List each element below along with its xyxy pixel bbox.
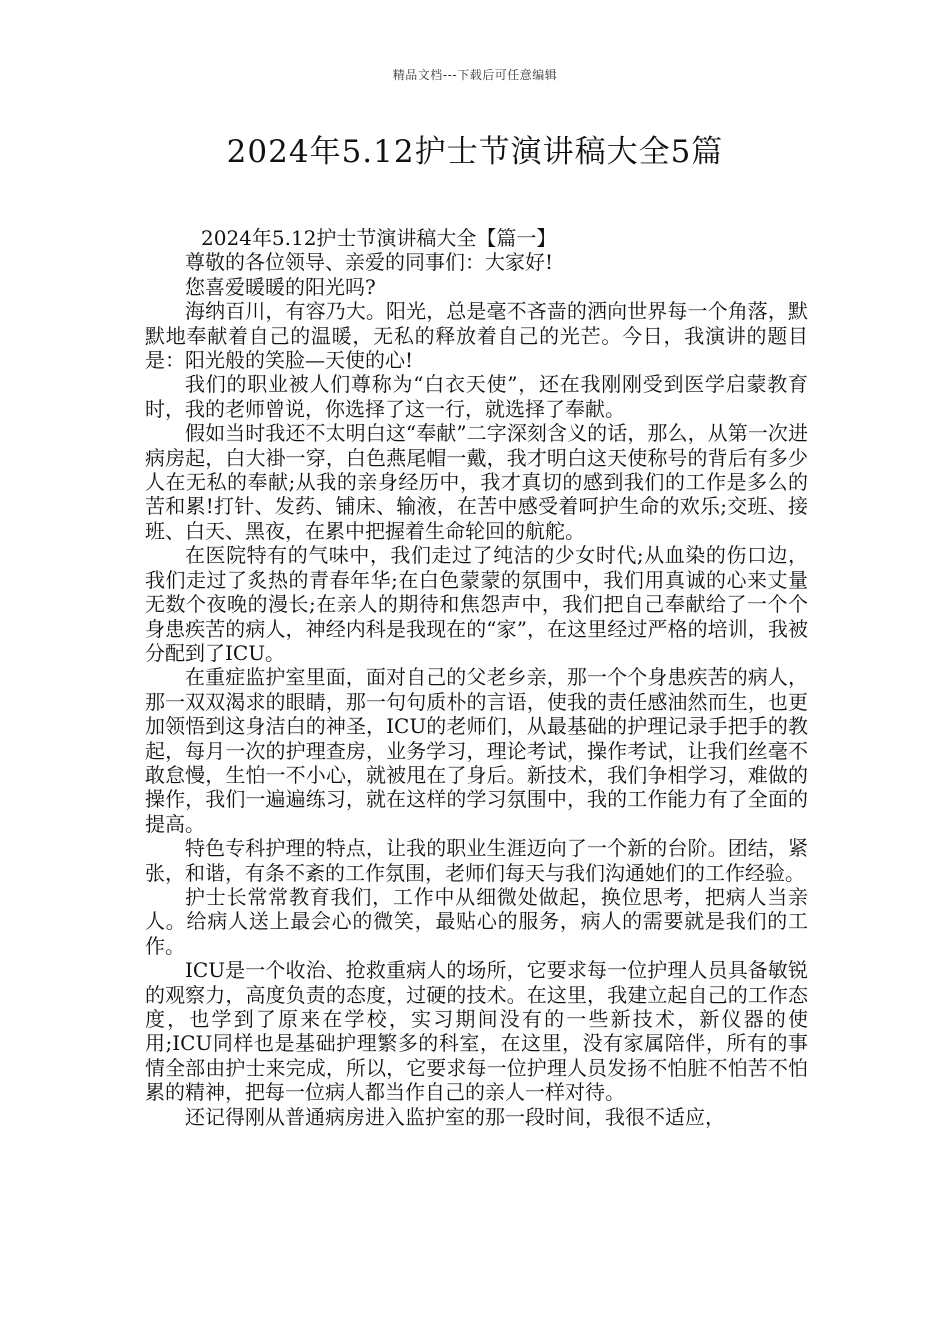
paragraph: 尊敬的各位领导、亲爱的同事们：大家好!	[185, 250, 554, 275]
paragraph: 还记得刚从普通病房进入监护室的那一段时间，我很不适应，	[185, 1104, 725, 1129]
paragraph: 我们的职业被人们尊称为“白衣天使”，还在我刚刚受到医学启蒙教育时，我的老师曾说，你选择了这一行，就选择了奉献。	[145, 372, 808, 421]
section-heading: 2024年5.12护士节演讲稿大全【篇一】	[201, 226, 557, 250]
paragraph: 在重症监护室里面，面对自己的父老乡亲，那一个个身患疾苦的病人，那一双双渴求的眼睛，那一句句质朴的言语，使我的责任感油然而生，也更加领悟到这身洁白的神圣，ICU的老师们，从最基础的护理记录手把手的教起，每月一次的护理查房，业务学习，理论考试，操作考试，让我们丝毫不敢怠慢，生怕一不小心，就被甩在了身后。新技术，我们争相学习，难做的操作，我们一遍遍练习，就在这样的学习氛围中，我的工作能力有了全面的提高。	[145, 665, 808, 836]
paragraph: 您喜爱暖暖的阳光吗?	[185, 274, 376, 299]
paragraph: 海纳百川，有容乃大。阳光，总是毫不吝啬的洒向世界每一个角落，默默地奉献着自己的温暖，无私的释放着自己的光芒。今日，我演讲的题目是：阳光般的笑脸—天使的心!	[145, 299, 808, 373]
paragraph: 假如当时我还不太明白这“奉献”二字深刻含义的话，那么，从第一次进病房起，白大褂一穿，白色燕尾帽一戴，我才明白这天使称号的背后有多少人在无私的奉献;从我的亲身经历中，我才真切的感到我们的工作是多么的苦和累!打针、发药、铺床、输液，在苦中感受着呵护生命的欢乐;交班、接班、白天、黑夜，在累中把握着生命轮回的航舵。	[145, 421, 808, 543]
paragraph: 特色专科护理的特点，让我的职业生涯迈向了一个新的台阶。团结，紧张，和谐，有条不紊的工作氛围，老师们每天与我们沟通她们的工作经验。	[145, 836, 808, 885]
paragraph: ICU是一个收治、抢救重病人的场所，它要求每一位护理人员具备敏锐的观察力，高度负责的态度，过硬的技术。在这里，我建立起自己的工作态度，也学到了原来在学校，实习期间没有的一些新技术，新仪器的使用;ICU同样也是基础护理繁多的科室，在这里，没有家属陪伴，所有的事情全部由护士来完成，所以，它要求每一位护理人员发扬不怕脏不怕苦不怕累的精神，把每一位病人都当作自己的亲人一样对待。	[145, 958, 808, 1105]
document-title: 2024年5.12护士节演讲稿大全5篇	[226, 134, 724, 170]
paragraph: 护士长常常教育我们，工作中从细微处做起，换位思考，把病人当亲人。给病人送上最会心的微笑，最贴心的服务，病人的需要就是我们的工作。	[145, 884, 808, 958]
document-body	[145, 226, 808, 1129]
paragraph: 在医院特有的气味中，我们走过了纯洁的少女时代;从血染的伤口边，我们走过了炙热的青春年华;在白色蒙蒙的氛围中，我们用真诚的心来丈量无数个夜晚的漫长;在亲人的期待和焦怨声中，我们把自己奉献给了一个个身患疾苦的病人，神经内科是我现在的“家”，在这里经过严格的培训，我被分配到了ICU。	[145, 543, 808, 665]
header-note: 精品文档---下载后可任意编辑	[392, 68, 558, 82]
